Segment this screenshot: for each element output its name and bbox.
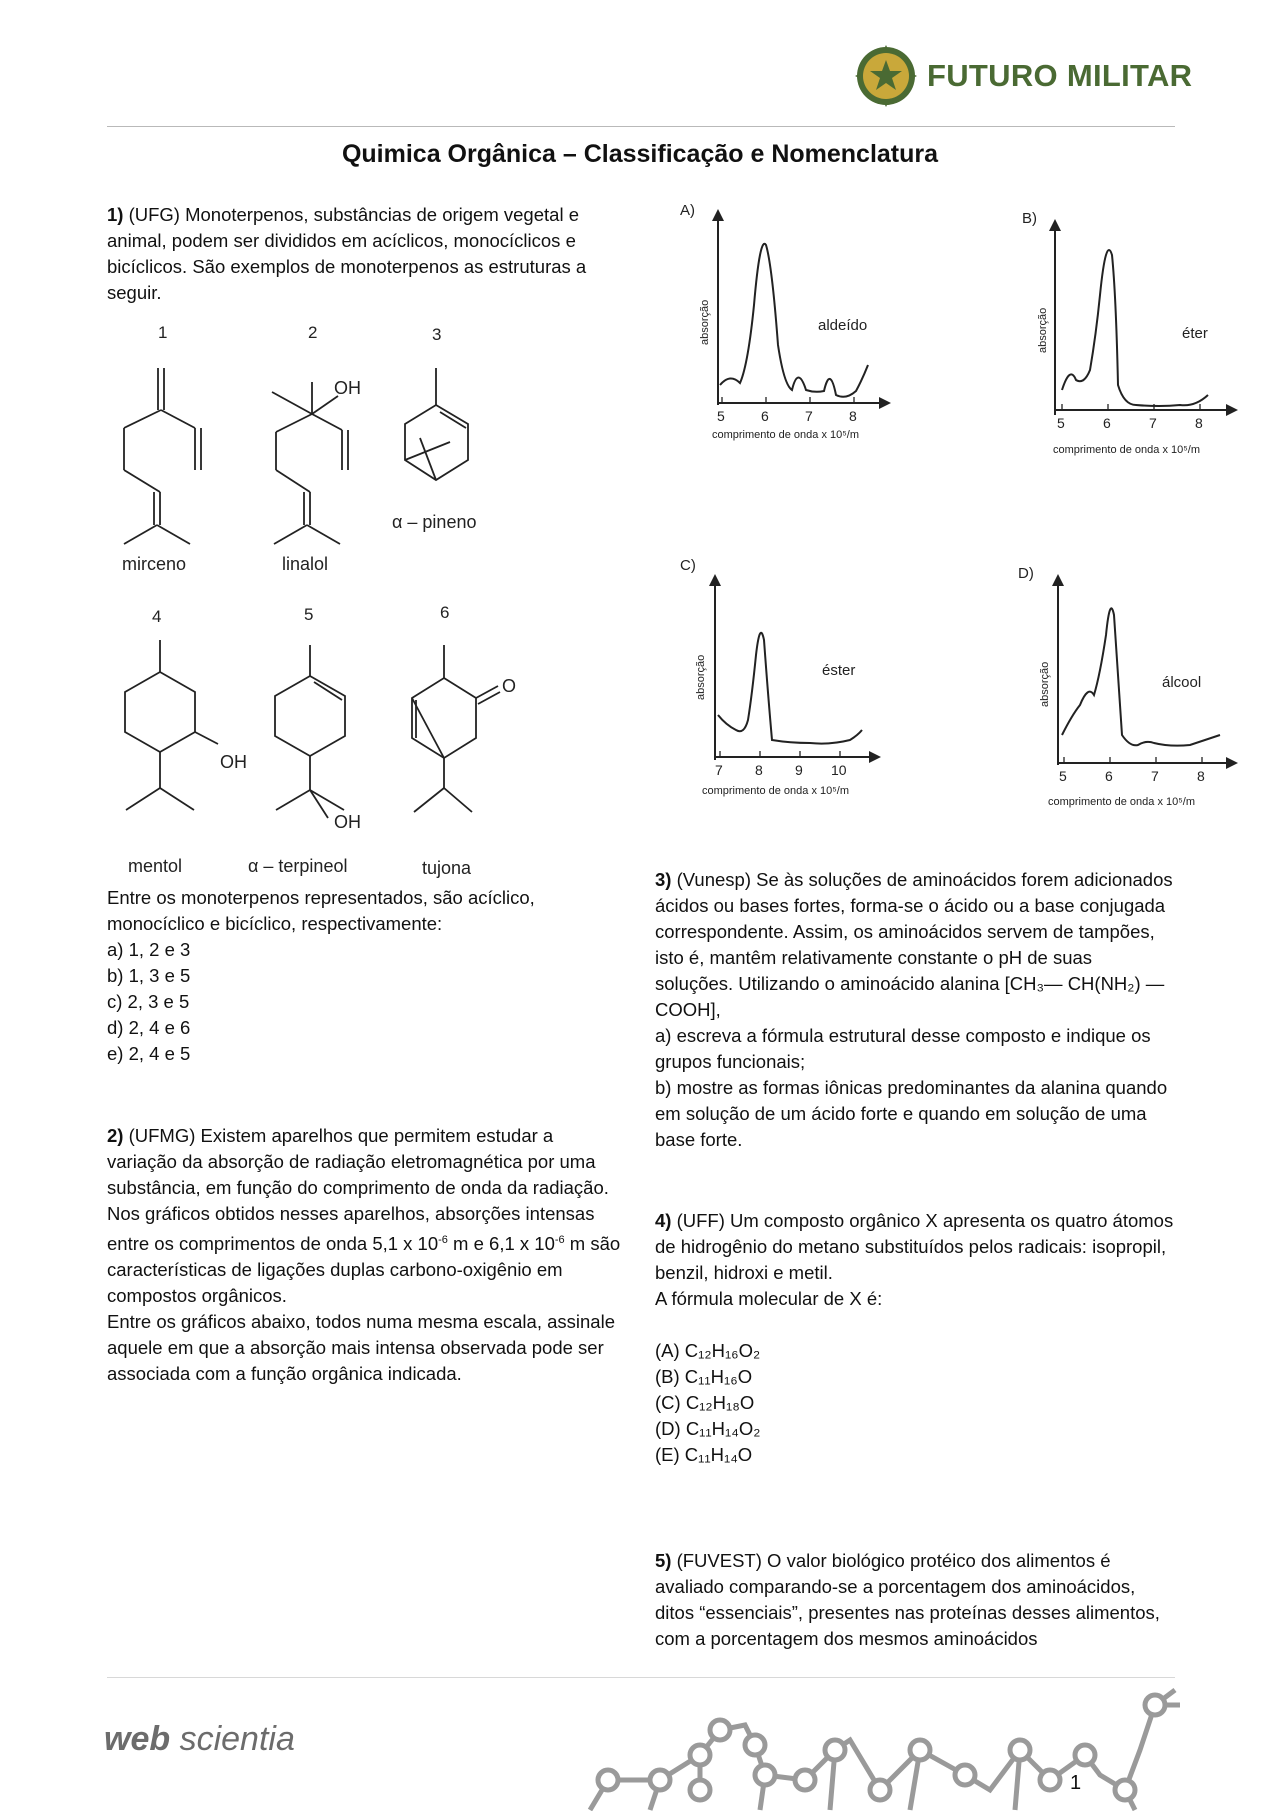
q4-spacer <box>655 1312 1175 1338</box>
q2-text-3: m são características de ligações duplas carbono-oxigênio em compostos orgânicos. <box>107 1233 621 1307</box>
alpha-pineno-structure <box>405 368 468 480</box>
q5-number: 5) <box>655 1550 672 1571</box>
q2-exponent-1: -6 <box>438 1234 448 1246</box>
spectrum-c-function: éster <box>822 662 856 679</box>
tick-label: 6 <box>1105 768 1113 784</box>
spectrum-a-xlabel: comprimento de onda x 10⁵/m <box>712 429 860 441</box>
structure-number: 1 <box>158 323 168 342</box>
spectrum-c-id: C) <box>680 557 696 574</box>
q1-option-e: e) 2, 4 e 5 <box>107 1043 191 1064</box>
spectrum-d-ylabel: absorção <box>1039 661 1051 707</box>
oh-group-label: OH <box>334 812 361 832</box>
structure-name: mentol <box>128 856 183 876</box>
q4-option-e: (E) C₁₁H₁₄O <box>655 1444 753 1465</box>
monoterpene-structures <box>100 320 560 890</box>
tick-label: 6 <box>1103 415 1111 431</box>
structure-number: 6 <box>440 603 450 622</box>
q4-block <box>655 1208 1175 1468</box>
footer-brand <box>104 1720 295 1759</box>
q3-item-a: a) escreva a fórmula estrutural desse composto e indique os grupos funcionais; <box>655 1025 1151 1072</box>
q2-text-1: (UFMG) Existem aparelhos que permitem estudar a variação da absorção de radiação eletromagnética por uma substância, em função do comprimento de onda da radiação. Nos gráficos obtidos nesses aparelhos, absorções intensas entre os comprimentos de onda 5,1 x 10 <box>107 1125 609 1255</box>
spectrum-b-id: B) <box>1022 210 1037 227</box>
q1-option-b: b) 1, 3 e 5 <box>107 965 191 986</box>
tick-label: 8 <box>755 762 763 778</box>
brand-name: FUTURO MILITAR <box>927 58 1193 93</box>
q3-number: 3) <box>655 869 672 890</box>
page-title: Quimica Orgânica – Classificação e Nomenclatura <box>341 140 939 168</box>
linalol-structure <box>272 382 348 544</box>
structure-name: α – terpineol <box>248 856 348 876</box>
spectrum-c-ylabel: absorção <box>695 654 707 700</box>
spectrum-b <box>1055 225 1232 415</box>
q4-option-d: (D) C₁₁H₁₄O₂ <box>655 1418 761 1439</box>
q1-question <box>107 885 627 1067</box>
footer-brand-light: scientia <box>179 1720 295 1758</box>
tujona-structure <box>412 645 500 812</box>
tick-label: 9 <box>795 762 803 778</box>
q3-block <box>655 867 1175 1153</box>
q1-option-d: d) 2, 4 e 6 <box>107 1017 191 1038</box>
spectrum-d-xlabel: comprimento de onda x 10⁵/m <box>1048 796 1196 808</box>
structure-name: mirceno <box>122 554 187 574</box>
spectrum-b-xlabel: comprimento de onda x 10⁵/m <box>1053 444 1201 456</box>
q1-option-c: c) 2, 3 e 5 <box>107 991 190 1012</box>
q2-block <box>107 1123 627 1387</box>
tick-label: 10 <box>831 762 847 778</box>
o-group-label: O <box>502 676 517 696</box>
q4-text: (UFF) Um composto orgânico X apresenta os quatro átomos de hidrogênio do metano substituídos pelos radicais: isopropil, benzil, hidroxi e metil. <box>655 1210 1174 1283</box>
tick-label: 7 <box>805 408 813 424</box>
mentol-structure <box>125 640 218 810</box>
spectrum-a <box>718 215 885 405</box>
q5-text: (FUVEST) O valor biológico protéico dos alimentos é avaliado comparando-se a porcentagem dos aminoácidos, ditos “essenciais”, presentes nas proteínas desses alimentos, com a porcentagem dos mesmos aminoácidos <box>655 1550 1160 1649</box>
spectrum-b-function: éter <box>1182 325 1208 342</box>
structure-name: linalol <box>282 554 329 574</box>
q1-prompt: Entre os monoterpenos representados, são acíclico, monocíclico e bicíclico, respectivamente: <box>107 887 535 934</box>
structure-number: 5 <box>304 605 314 624</box>
q1-option-a: a) 1, 2 e 3 <box>107 939 191 960</box>
oh-group-label: OH <box>334 378 361 398</box>
tick-label: 5 <box>717 408 725 424</box>
tick-label: 8 <box>1197 768 1205 784</box>
q3-item-b: b) mostre as formas iônicas predominantes da alanina quando em solução de um ácido forte e quando em solução de uma base forte. <box>655 1077 1168 1150</box>
tick-label: 7 <box>1149 415 1157 431</box>
tick-label: 6 <box>761 408 769 424</box>
spectrum-d-function: álcool <box>1162 674 1202 691</box>
tick-label: 7 <box>715 762 723 778</box>
structure-number: 2 <box>308 323 318 342</box>
spectrum-d <box>1058 580 1232 765</box>
brand-logo <box>855 44 1192 108</box>
spectrum-b-ylabel: absorção <box>1037 307 1049 353</box>
oh-group-label: OH <box>220 752 247 772</box>
structure-number: 3 <box>432 325 442 344</box>
q2-text-4: Entre os gráficos abaixo, todos numa mesma escala, assinale aquele em que a absorção mais intensa observada pode ser associada com a função orgânica indicada. <box>107 1311 615 1385</box>
alpha-terpineol-structure <box>275 645 345 818</box>
spectrum-d-id: D) <box>1018 565 1034 582</box>
structure-name: tujona <box>422 858 472 878</box>
q2-exponent-2: -6 <box>554 1234 565 1246</box>
tick-label: 5 <box>1057 415 1065 431</box>
q4-option-b: (B) C₁₁H₁₆O <box>655 1366 753 1387</box>
footer-divider <box>107 1677 1175 1678</box>
q4-number: 4) <box>655 1210 672 1231</box>
q5-block <box>655 1548 1175 1652</box>
q1-number: 1) <box>107 204 124 225</box>
page-number: 1 <box>1070 1772 1082 1794</box>
star-badge-icon <box>855 45 917 107</box>
spectrum-a-function: aldeído <box>818 317 868 334</box>
tick-label: 8 <box>1195 415 1203 431</box>
q2-text-2: m e 6,1 x 10 <box>447 1233 555 1255</box>
footer-brand-bold: web <box>104 1720 171 1758</box>
mirceno-structure <box>124 368 201 544</box>
structure-number: 4 <box>152 607 162 626</box>
tick-label: 7 <box>1151 768 1159 784</box>
q2-number: 2) <box>107 1125 124 1146</box>
q3-text: (Vunesp) Se às soluções de aminoácidos forem adicionados ácidos ou bases fortes, forma-se o ácido ou a base conjugada correspondente. Assim, os aminoácidos servem de tampões, isto é, mantêm relativamente constante o pH de suas soluções. Utilizando o aminoácido alanina [CH₃— CH(NH₂) — COOH], <box>655 869 1173 1020</box>
q4-option-c: (C) C₁₂H₁₈O <box>655 1392 755 1413</box>
tick-label: 8 <box>849 408 857 424</box>
tick-label: 5 <box>1059 768 1067 784</box>
q1-intro <box>107 202 622 306</box>
structure-name: α – pineno <box>392 512 477 532</box>
spectrum-c-xlabel: comprimento de onda x 10⁵/m <box>702 785 850 797</box>
header-divider <box>107 126 1175 127</box>
spectrum-a-ylabel: absorção <box>699 299 711 345</box>
spectrum-a-id: A) <box>680 202 695 219</box>
q4-prompt: A fórmula molecular de X é: <box>655 1288 883 1309</box>
spectra-figure <box>660 195 1240 825</box>
q4-option-a: (A) C₁₂H₁₆O₂ <box>655 1340 761 1361</box>
molecule-decoration <box>580 1680 1180 1811</box>
q1-intro-text: (UFG) Monoterpenos, substâncias de origem vegetal e animal, podem ser divididos em acíclicos, monocíclicos e bicíclicos. São exemplos de monoterpenos as estruturas a seguir. <box>107 204 587 303</box>
